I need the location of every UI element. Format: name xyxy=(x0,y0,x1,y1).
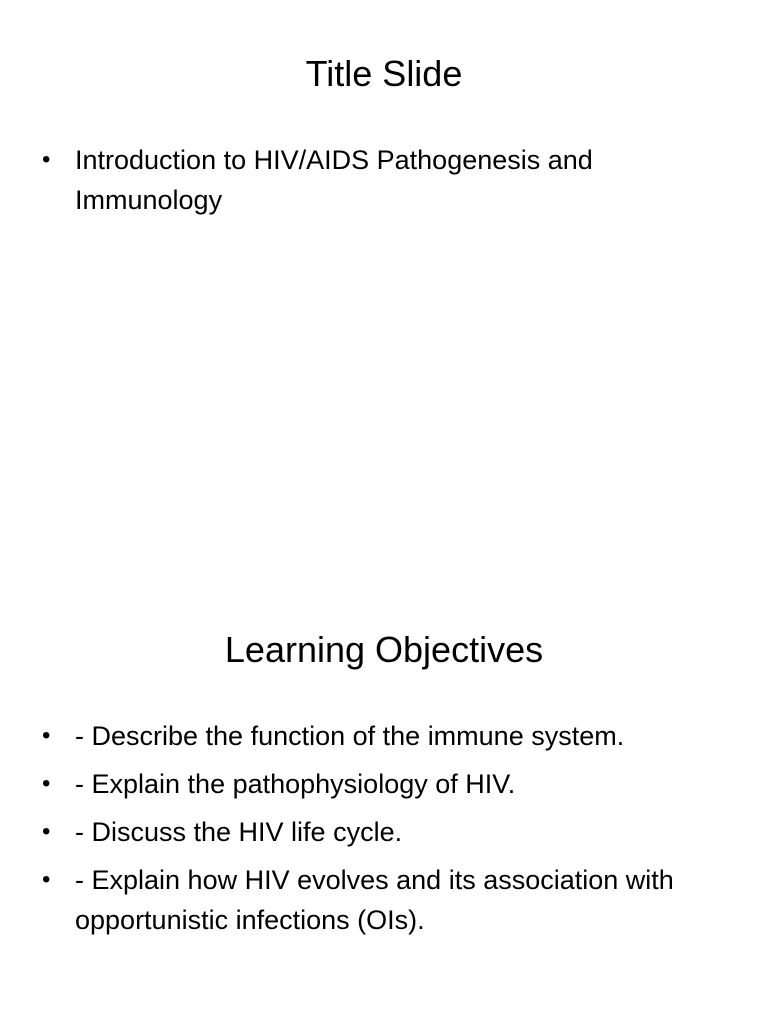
bullet-item xyxy=(42,812,738,852)
bullet-icon: • xyxy=(42,722,51,749)
bullet-item xyxy=(42,716,738,756)
bullet-list xyxy=(42,140,738,228)
bullet-list xyxy=(42,716,738,948)
slide-title: Learning Objectives xyxy=(224,629,544,670)
bullet-text: Introduction to HIV/AIDS Pathogenesis and Immunology xyxy=(75,145,593,215)
bullet-icon: • xyxy=(42,770,51,797)
bullet-item xyxy=(42,140,738,220)
bullet-text: - Explain the pathophysiology of HIV. xyxy=(75,769,516,799)
bullet-item xyxy=(42,860,738,940)
slide-learning-objectives xyxy=(0,512,768,1024)
bullet-icon: • xyxy=(42,146,51,173)
bullet-icon: • xyxy=(42,818,51,845)
bullet-item xyxy=(42,764,738,804)
bullet-text: - Describe the function of the immune system. xyxy=(75,721,625,751)
bullet-icon: • xyxy=(42,866,51,893)
slide-title: Title Slide xyxy=(305,53,463,94)
bullet-text: - Discuss the HIV life cycle. xyxy=(75,817,403,847)
bullet-text: - Explain how HIV evolves and its association with opportunistic infections (OIs). xyxy=(75,865,674,935)
